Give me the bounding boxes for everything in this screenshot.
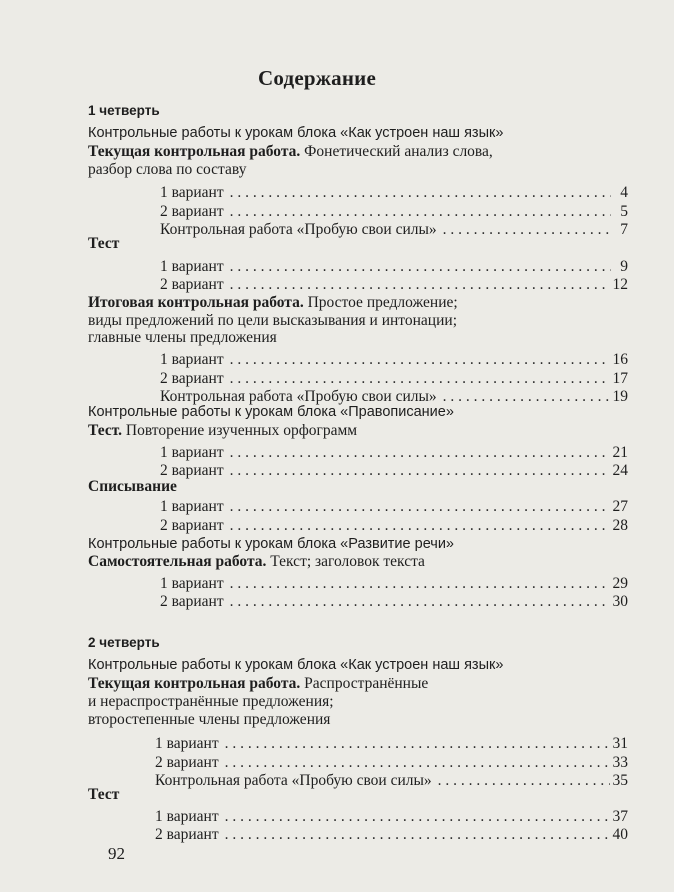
toc-entry-label: 1 вариант [160,498,224,515]
toc-entry-page: 29 [612,575,628,592]
toc-entry[interactable] [88,184,628,202]
toc-entry-page: 27 [612,498,628,515]
toc-entry-page: 16 [612,351,628,368]
work-title [88,143,628,161]
work-title-bold: Итоговая контрольная работа. [88,294,304,311]
toc-entry[interactable] [88,593,628,611]
leader-dots [230,593,610,611]
toc-entry-page: 5 [620,203,628,220]
toc-entry-page: 21 [612,444,628,461]
page-number: 92 [108,844,125,863]
work-title-rest: Текст; заголовок текста [266,553,425,570]
toc-entry-label: 1 вариант [160,575,224,592]
toc-entry-label: Контрольная работа «Пробую свои силы» [155,772,432,789]
toc-entry-label: 1 вариант [155,735,219,752]
toc-entry-page: 17 [612,370,628,387]
toc-entry-label: 2 вариант [160,276,224,293]
toc-entry[interactable] [88,517,628,535]
toc-entry-label: 2 вариант [160,203,224,220]
work-title [88,553,628,571]
toc-entry[interactable] [88,808,628,826]
leader-dots [225,754,610,772]
block-heading: Контрольные работы к урокам блока «Как устроен наш язык» [88,657,504,673]
toc-entry-page: 7 [620,221,628,238]
toc-entry-label: 1 вариант [160,184,224,201]
toc-entry-label: 2 вариант [160,462,224,479]
quarter-heading: 1 четверть [88,103,160,118]
leader-dots [225,826,610,844]
work-title-line: второстепенные члены предложения [88,711,331,728]
leader-dots [230,575,610,593]
toc-entry-label: 1 вариант [155,808,219,825]
leader-dots [225,808,610,826]
toc-entry[interactable] [88,444,628,462]
work-title-line: главные члены предложения [88,329,277,346]
toc-entry[interactable] [88,276,628,294]
work-title [88,422,628,440]
leader-dots [230,203,611,221]
toc-entry[interactable] [88,370,628,388]
leader-dots [230,444,610,462]
toc-entry[interactable] [88,575,628,593]
block-heading: Контрольные работы к урокам блока «Как устроен наш язык» [88,125,504,141]
work-title [88,675,628,693]
toc-entry-label: 2 вариант [155,754,219,771]
toc-entry-page: 31 [612,735,628,752]
toc-entry-label: 2 вариант [160,370,224,387]
block-heading: Контрольные работы к урокам блока «Правописание» [88,404,454,420]
work-title-bold: Текущая контрольная работа. [88,143,301,160]
work-title-rest: Повторение изученных орфограмм [122,422,358,439]
toc-entry-page: 33 [612,754,628,771]
work-title-line: и нераспространённые предложения; [88,693,334,710]
toc-entry-page: 30 [612,593,628,610]
toc-entry-label: 2 вариант [160,517,224,534]
toc-entry-page: 9 [620,258,628,275]
toc-entry[interactable] [88,754,628,772]
test-heading: Тест [88,235,120,252]
toc-entry-page: 40 [612,826,628,843]
toc-entry-page: 35 [612,772,628,789]
toc-entry[interactable] [88,826,628,844]
toc-entry-page: 24 [612,462,628,479]
toc-entry[interactable] [88,203,628,221]
toc-entry-label: 1 вариант [160,258,224,275]
page-title: Содержание [258,66,376,90]
work-title-rest: Распространённые [300,675,429,692]
toc-entry-page: 19 [612,388,628,405]
toc-entry[interactable] [88,258,628,276]
work-title-bold: Текущая контрольная работа. [88,675,301,692]
work-title-line: виды предложений по цели высказывания и интонации; [88,312,457,329]
leader-dots [230,498,610,516]
block-heading: Контрольные работы к урокам блока «Развитие речи» [88,536,454,552]
leader-dots [230,370,610,388]
toc-entry[interactable] [88,735,628,753]
leader-dots [230,258,611,276]
leader-dots [230,351,610,369]
toc-entry-page: 28 [612,517,628,534]
toc-entry-label: 1 вариант [160,351,224,368]
toc-entry-label: 1 вариант [160,444,224,461]
toc-entry-page: 4 [620,184,628,201]
work-title-bold: Тест. [88,422,123,439]
leader-dots [230,276,610,294]
work-title-bold: Самостоятельная работа. [88,553,267,570]
toc-entry-label: 2 вариант [155,826,219,843]
toc-entry-label: Контрольная работа «Пробую свои силы» [160,388,437,405]
work-title-rest: Простое предложение; [303,294,458,311]
toc-entry-label: Контрольная работа «Пробую свои силы» [160,221,437,238]
toc-entry-page: 12 [612,276,628,293]
toc-entry-label: 2 вариант [160,593,224,610]
quarter-heading: 2 четверть [88,635,160,650]
leader-dots [230,184,611,202]
work-title [88,294,628,312]
test-heading: Тест [88,786,120,803]
toc-entry[interactable] [88,498,628,516]
leader-dots [225,735,610,753]
toc-entry[interactable] [88,351,628,369]
copy-heading: Списывание [88,478,177,495]
work-title-line: разбор слова по составу [88,161,247,178]
toc-entry-page: 37 [612,808,628,825]
leader-dots [230,517,610,535]
work-title-rest: Фонетический анализ слова, [300,143,493,160]
